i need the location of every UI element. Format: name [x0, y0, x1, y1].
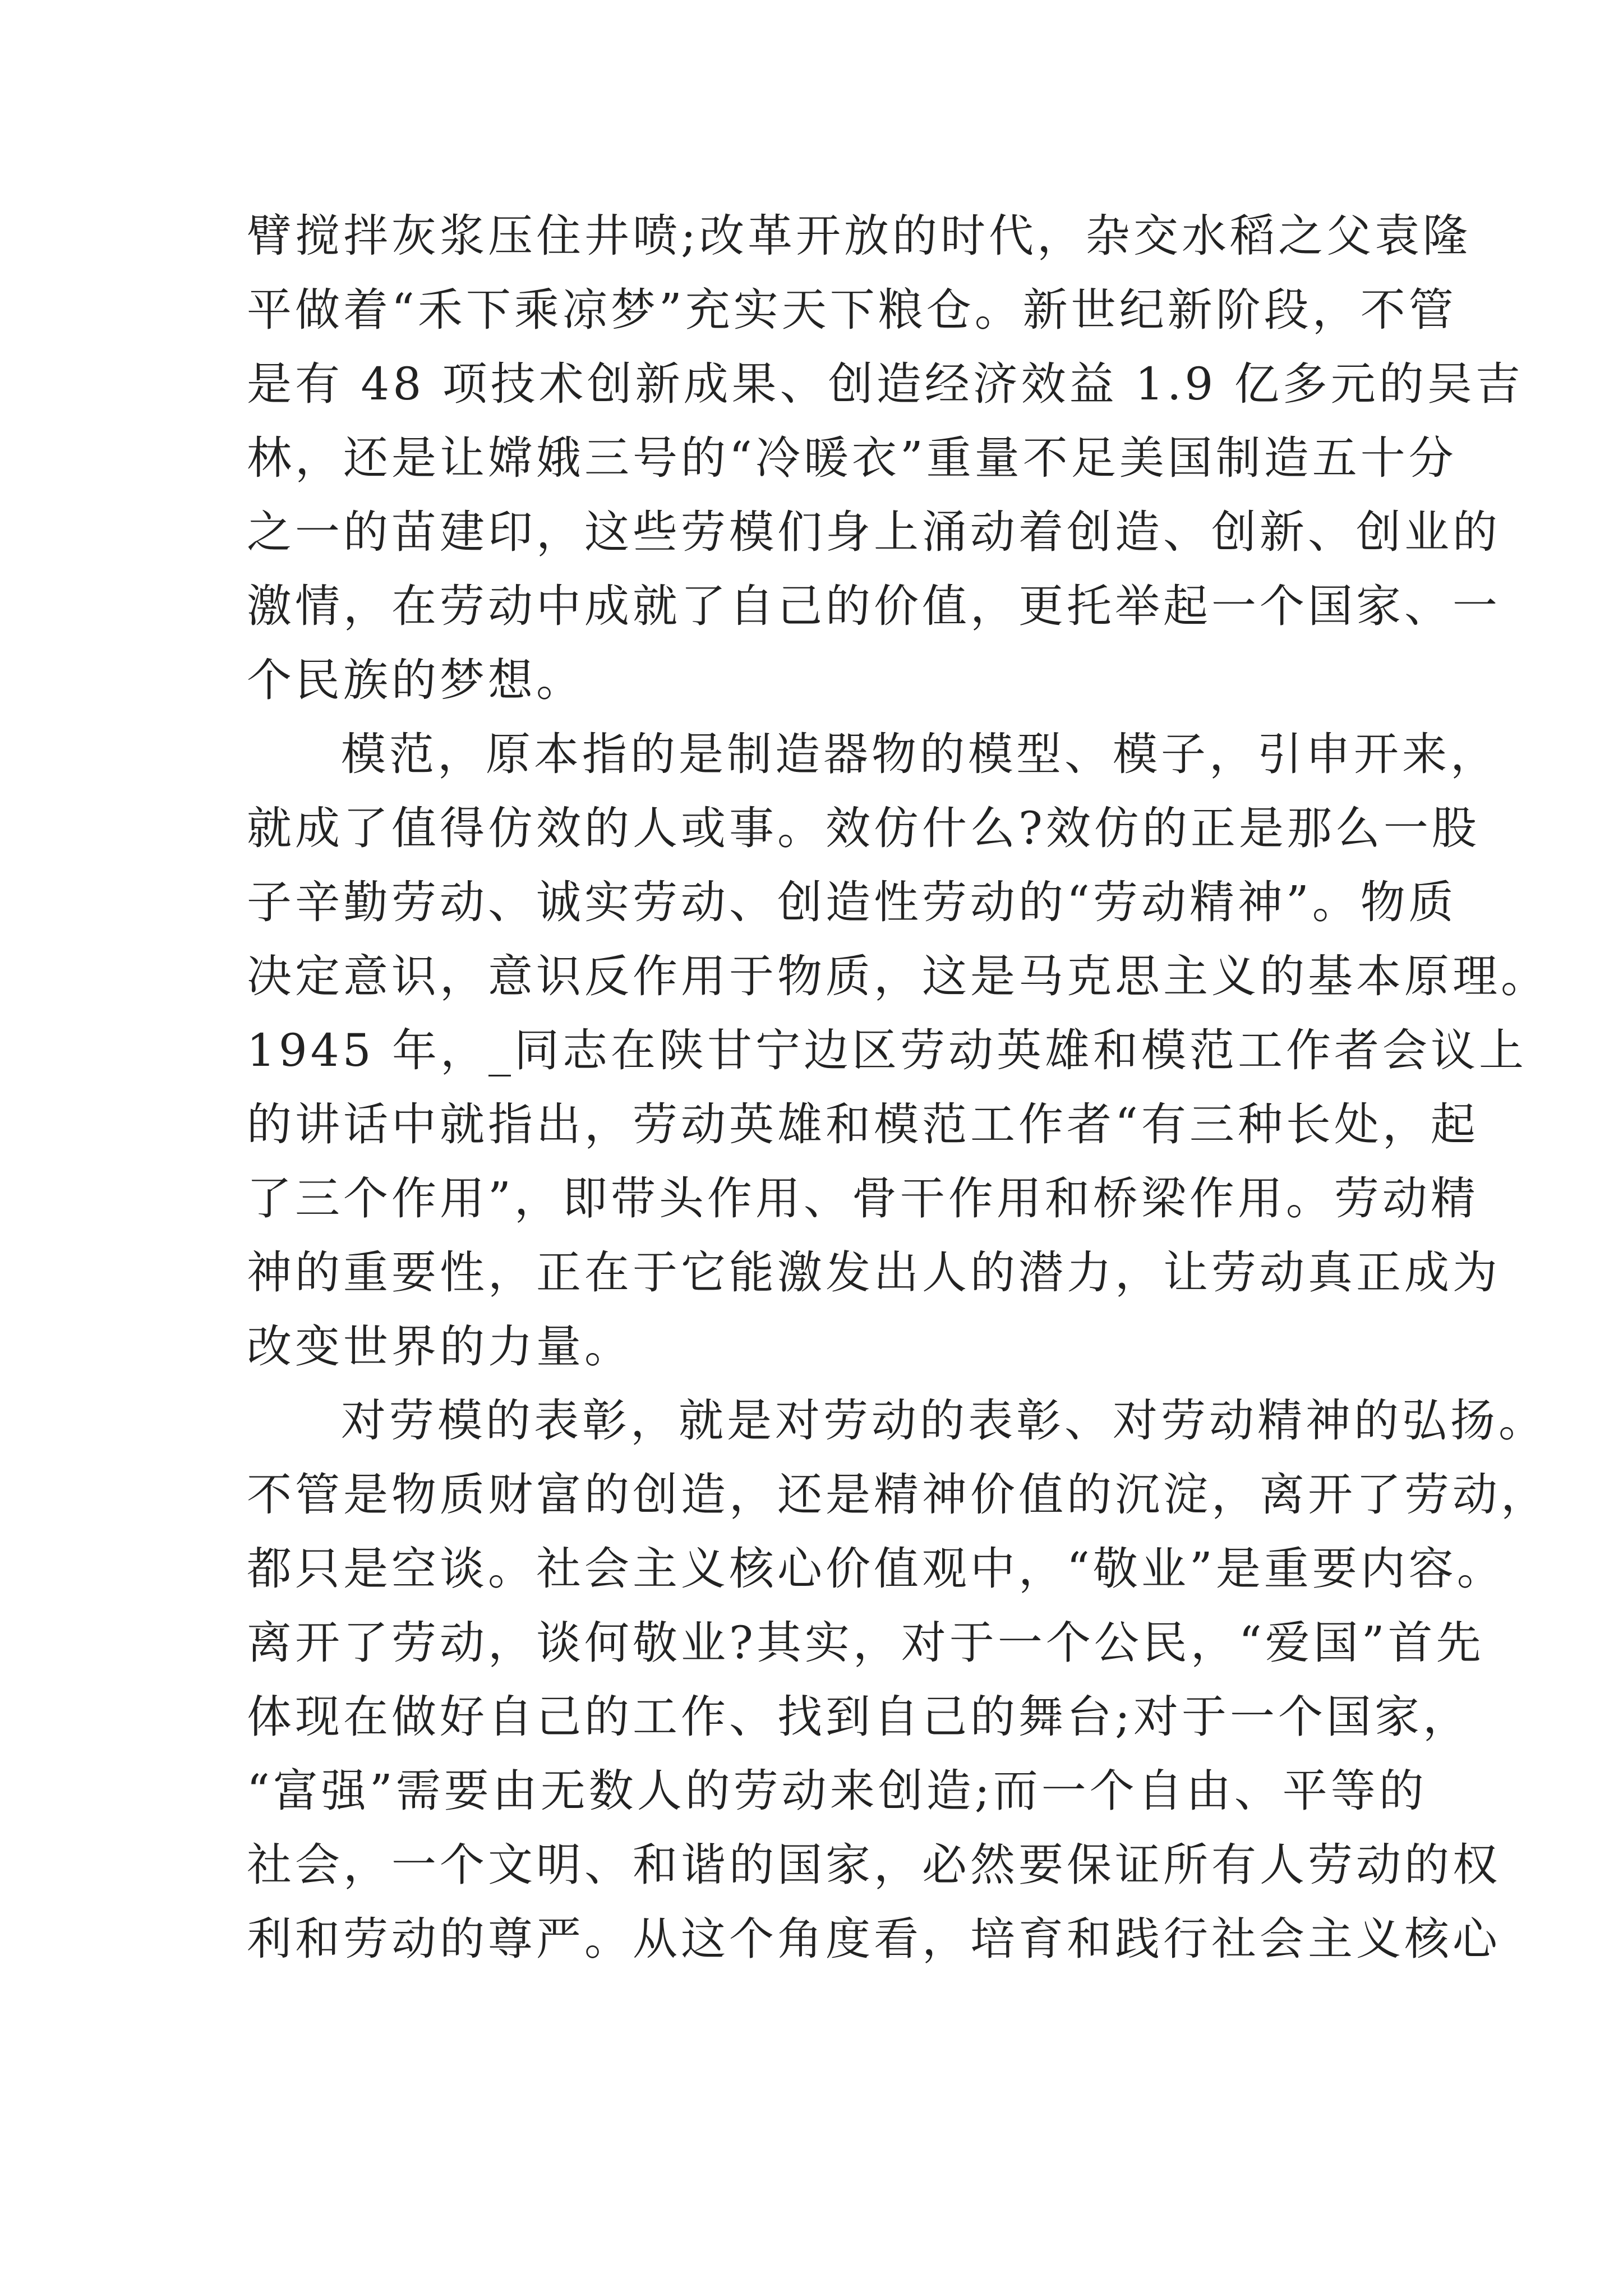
- text-line: 对劳模的表彰，就是对劳动的表彰、对劳动精神的弘扬。: [341, 1395, 1547, 1447]
- text-line: 激情，在劳动中成就了自己的价值，更托举起一个国家、一: [247, 580, 1501, 632]
- text-line: 离开了劳动，谈何敬业?其实，对于一个公民，“爱国”首先: [247, 1617, 1484, 1669]
- text-line: 之一的苗建印，这些劳模们身上涌动着创造、创新、创业的: [247, 506, 1501, 558]
- text-line: 神的重要性，正在于它能激发出人的潜力，让劳动真正成为: [247, 1246, 1501, 1299]
- paragraph-2: [247, 717, 1549, 1384]
- text-line: 的讲话中就指出，劳动英雄和模范工作者“有三种长处，起: [247, 1098, 1479, 1151]
- text-line: 社会，一个文明、和谐的国家，必然要保证所有人劳动的权: [247, 1839, 1501, 1891]
- paragraph-1: [247, 199, 1524, 717]
- text-line: 了三个作用”，即带头作用、骨干作用和桥梁作用。劳动精: [247, 1172, 1479, 1225]
- text-line: 决定意识，意识反作用于物质，这是马克思主义的基本原理。: [247, 950, 1549, 1002]
- text-line: 改变世界的力量。: [247, 1320, 633, 1373]
- text-line: 体现在做好自己的工作、找到自己的舞台;对于一个国家，: [247, 1691, 1471, 1743]
- text-line: 1945 年，_同志在陕甘宁边区劳动英雄和模范工作者会议上: [247, 1024, 1528, 1076]
- text-line: 不管是物质财富的创造，还是精神价值的沉淀，离开了劳动，: [247, 1469, 1549, 1521]
- text-line: 平做着“禾下乘凉梦”充实天下粮仓。新世纪新阶段，不管: [247, 284, 1457, 336]
- text-line: “富强”需要由无数人的劳动来创造;而一个自由、平等的: [247, 1765, 1427, 1817]
- text-line: 就成了值得仿效的人或事。效仿什么?效仿的正是那么一股: [247, 802, 1480, 854]
- text-line: 臂搅拌灰浆压住井喷;改革开放的时代，杂交水稻之父袁隆: [247, 210, 1471, 262]
- text-line: 是有 48 项技术创新成果、创造经济效益 1.9 亿多元的吴吉: [247, 358, 1524, 410]
- text-line: 子辛勤劳动、诚实劳动、创造性劳动的“劳动精神”。物质: [247, 876, 1457, 928]
- text-line: 个民族的梦想。: [247, 654, 584, 706]
- text-line: 林，还是让嫦娥三号的“冷暖衣”重量不足美国制造五十分: [247, 432, 1457, 484]
- text-line: 模范，原本指的是制造器物的模型、模子，引申开来，: [341, 728, 1498, 780]
- text-line: 都只是空谈。社会主义核心价值观中，“敬业”是重要内容。: [247, 1543, 1505, 1595]
- document-body: [247, 199, 1549, 1976]
- paragraph-3: [247, 1384, 1549, 1976]
- text-line: 利和劳动的尊严。从这个角度看，培育和践行社会主义核心: [247, 1913, 1501, 1965]
